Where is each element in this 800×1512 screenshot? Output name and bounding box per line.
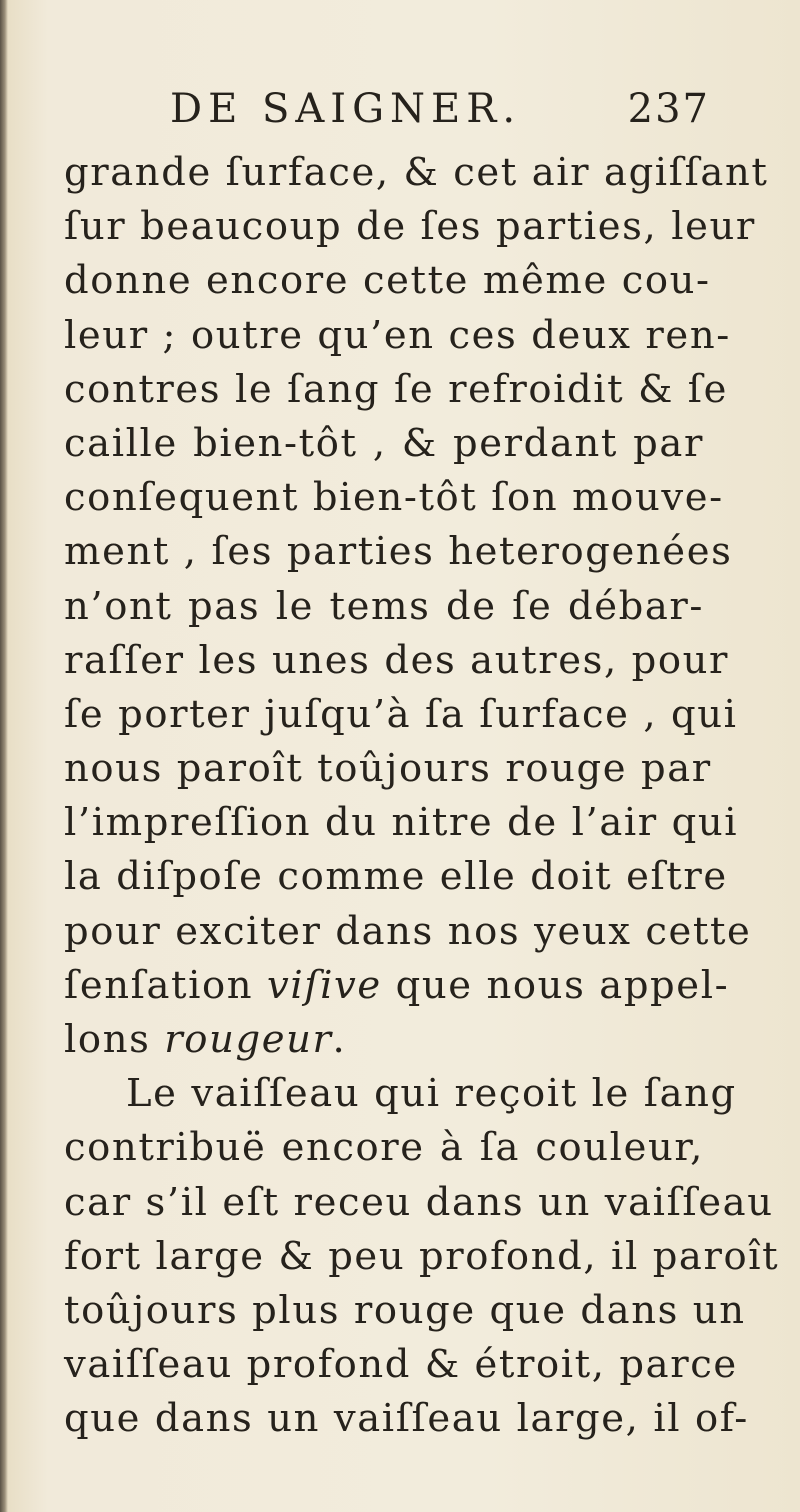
text-line: n’ont pas le tems de ſe débar- bbox=[64, 583, 704, 629]
text-line: conſequent bien-tôt ſon mouve- bbox=[64, 475, 724, 521]
text-line-with-italic bbox=[64, 1013, 704, 1067]
italic-term: rougeur bbox=[164, 1017, 333, 1062]
text-line: fort large & peu profond, il paroît bbox=[64, 1233, 780, 1279]
text-line: vaiſſeau profond & étroit, parce bbox=[64, 1342, 738, 1388]
text-line: ment , ſes parties heterogenées bbox=[64, 529, 733, 575]
running-head bbox=[170, 86, 710, 142]
text-line: toûjours plus rouge que dans un bbox=[64, 1287, 746, 1333]
text-line: leur ; outre qu’en ces deux ren- bbox=[64, 312, 731, 358]
page-edge-shadow bbox=[0, 0, 8, 1512]
text-line: nous paroît toûjours rouge par bbox=[64, 746, 712, 792]
text-line: pour exciter dans nos yeux cette bbox=[64, 908, 752, 954]
text-line: ſe porter juſqu’à ſa ſurface , qui bbox=[64, 691, 738, 737]
line-text: lons bbox=[64, 1017, 165, 1062]
line-text: . bbox=[332, 1017, 347, 1062]
page-number: 237 bbox=[627, 86, 710, 132]
text-line: caille bien-tôt , & perdant par bbox=[64, 420, 704, 466]
paragraph-1 bbox=[64, 146, 769, 1067]
text-line: contres le ſang ſe refroidit & ſe bbox=[64, 366, 729, 412]
line-text: que nous appel- bbox=[381, 962, 730, 1008]
text-line: donne encore cette même cou- bbox=[64, 258, 711, 304]
text-line: raſſer les unes des autres, pour bbox=[64, 637, 730, 683]
text-line: ſur beaucoup de ſes parties, leur bbox=[64, 204, 756, 250]
text-line: contribuë encore à ſa couleur, bbox=[64, 1125, 704, 1171]
line-text: ſenſation bbox=[64, 962, 268, 1008]
body-text bbox=[64, 146, 780, 1447]
running-title: DE SAIGNER. bbox=[170, 86, 522, 132]
text-line: l’impreſſion du nitre de l’air qui bbox=[64, 800, 739, 846]
text-line: grande ſurface, & cet air agiſſant bbox=[64, 150, 769, 195]
text-line-with-italic bbox=[64, 959, 730, 1013]
text-line: Le vaiſſeau qui reçoit le ſang bbox=[126, 1071, 737, 1117]
italic-term: viſive bbox=[267, 962, 382, 1008]
text-line: la diſpoſe comme elle doit eſtre bbox=[64, 854, 728, 900]
text-line: que dans un vaiſſeau large, il of- bbox=[64, 1396, 749, 1442]
text-line: car s’il eſt receu dans un vaiſſeau bbox=[64, 1179, 774, 1225]
paragraph-2 bbox=[64, 1067, 780, 1446]
